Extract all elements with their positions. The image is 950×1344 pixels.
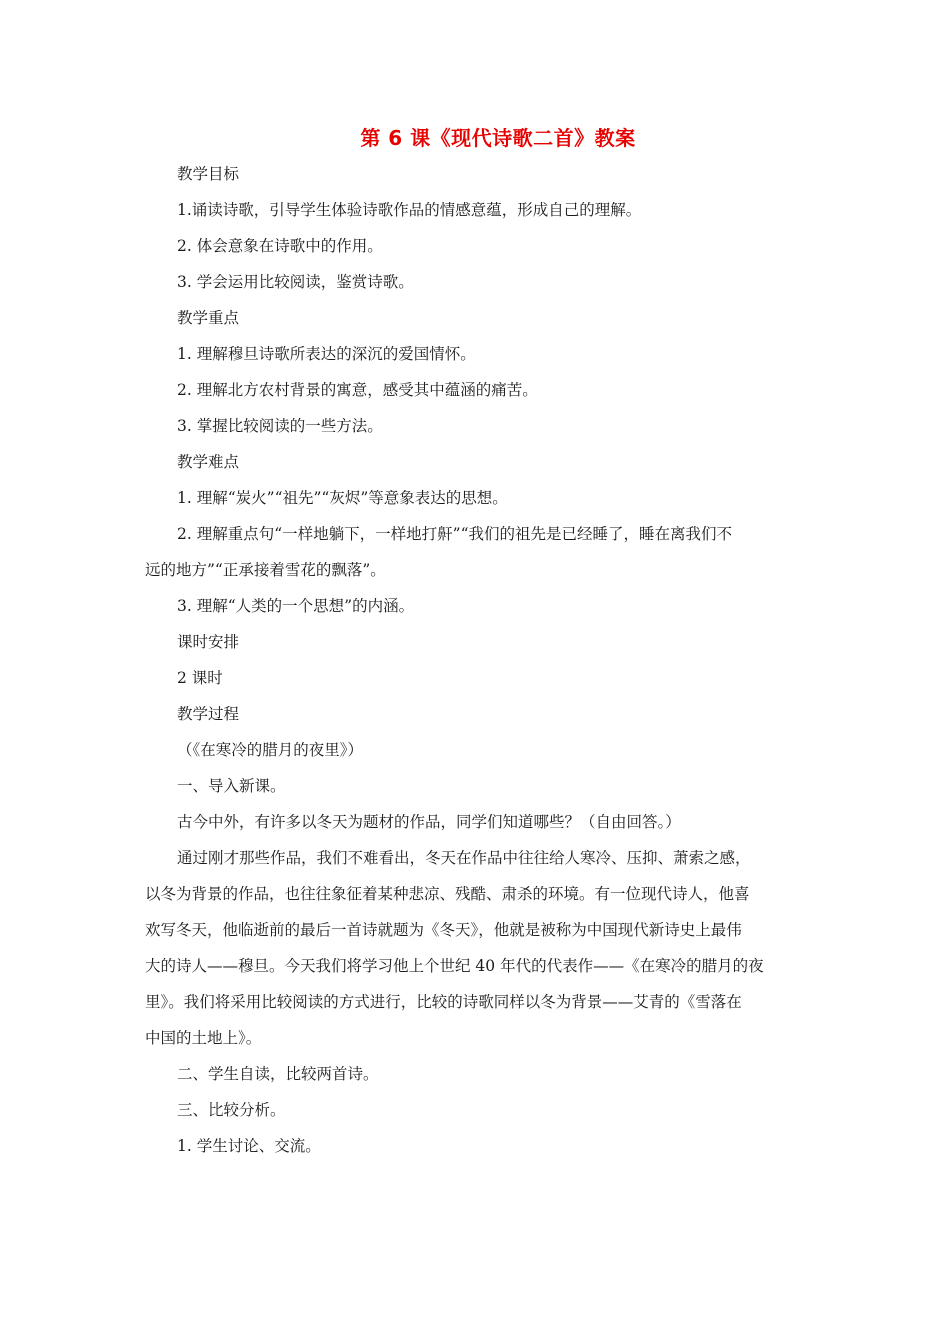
intro-paragraph-line: 以冬为背景的作品，也往往象征着某种悲凉、残酷、肃杀的环境。有一位现代诗人，他喜: [145, 885, 750, 903]
goal-item: 3. 学会运用比较阅读，鉴赏诗歌。: [177, 273, 414, 291]
difficult-item: 2. 理解重点句“一样地躺下，一样地打鼾”“我们的祖先是已经睡了，睡在离我们不: [177, 525, 732, 543]
key-item: 2. 理解北方农村背景的寓意，感受其中蕴涵的痛苦。: [177, 381, 538, 399]
difficult-item: 3. 理解“人类的一个思想”的内涵。: [177, 597, 415, 615]
schedule-heading: 课时安排: [177, 633, 240, 651]
goals-heading: 教学目标: [177, 165, 240, 183]
step-subitem: 1. 学生讨论、交流。: [177, 1137, 321, 1155]
process-heading: 教学过程: [177, 705, 240, 723]
difficult-heading: 教学难点: [177, 453, 240, 471]
key-item: 3. 掌握比较阅读的一些方法。: [177, 417, 383, 435]
lesson-body: [145, 156, 810, 1164]
key-item: 1. 理解穆旦诗歌所表达的深沉的爱国情怀。: [177, 345, 476, 363]
step-question: 古今中外，有许多以冬天为题材的作品，同学们知道哪些？（自由回答。）: [177, 813, 681, 831]
intro-paragraph-line: 中国的土地上》。: [145, 1029, 262, 1047]
process-subtitle: （《在寒冷的腊月的夜里》）: [177, 741, 364, 759]
lesson-title: 第 6 课《现代诗歌二首》教案: [360, 126, 636, 150]
intro-paragraph-line: 通过刚才那些作品，我们不难看出，冬天在作品中往往给人寒冷、压抑、萧索之感，: [177, 849, 751, 867]
goal-item: 2. 体会意象在诗歌中的作用。: [177, 237, 383, 255]
step-heading: 二、学生自读，比较两首诗。: [177, 1065, 379, 1083]
intro-paragraph-line: 欢写冬天，他临逝前的最后一首诗就题为《冬天》，他就是被称为中国现代新诗史上最伟: [145, 921, 742, 939]
difficult-item: 1. 理解“炭火”“祖先”“灰烬”等意象表达的思想。: [177, 489, 508, 507]
intro-paragraph-line: 里》。我们将采用比较阅读的方式进行，比较的诗歌同样以冬为背景——艾青的《雪落在: [145, 993, 742, 1011]
difficult-item-continued: 远的地方”“正承接着雪花的飘落”。: [145, 561, 386, 579]
step-heading: 一、导入新课。: [177, 777, 286, 795]
key-heading: 教学重点: [177, 309, 240, 327]
goal-item: 1.诵读诗歌，引导学生体验诗歌作品的情感意蕴，形成自己的理解。: [177, 201, 642, 219]
step-heading: 三、比较分析。: [177, 1101, 286, 1119]
schedule-value: 2 课时: [177, 669, 223, 687]
intro-paragraph-line: 大的诗人——穆旦。今天我们将学习他上个世纪 40 年代的代表作——《在寒冷的腊月的夜: [145, 957, 764, 975]
